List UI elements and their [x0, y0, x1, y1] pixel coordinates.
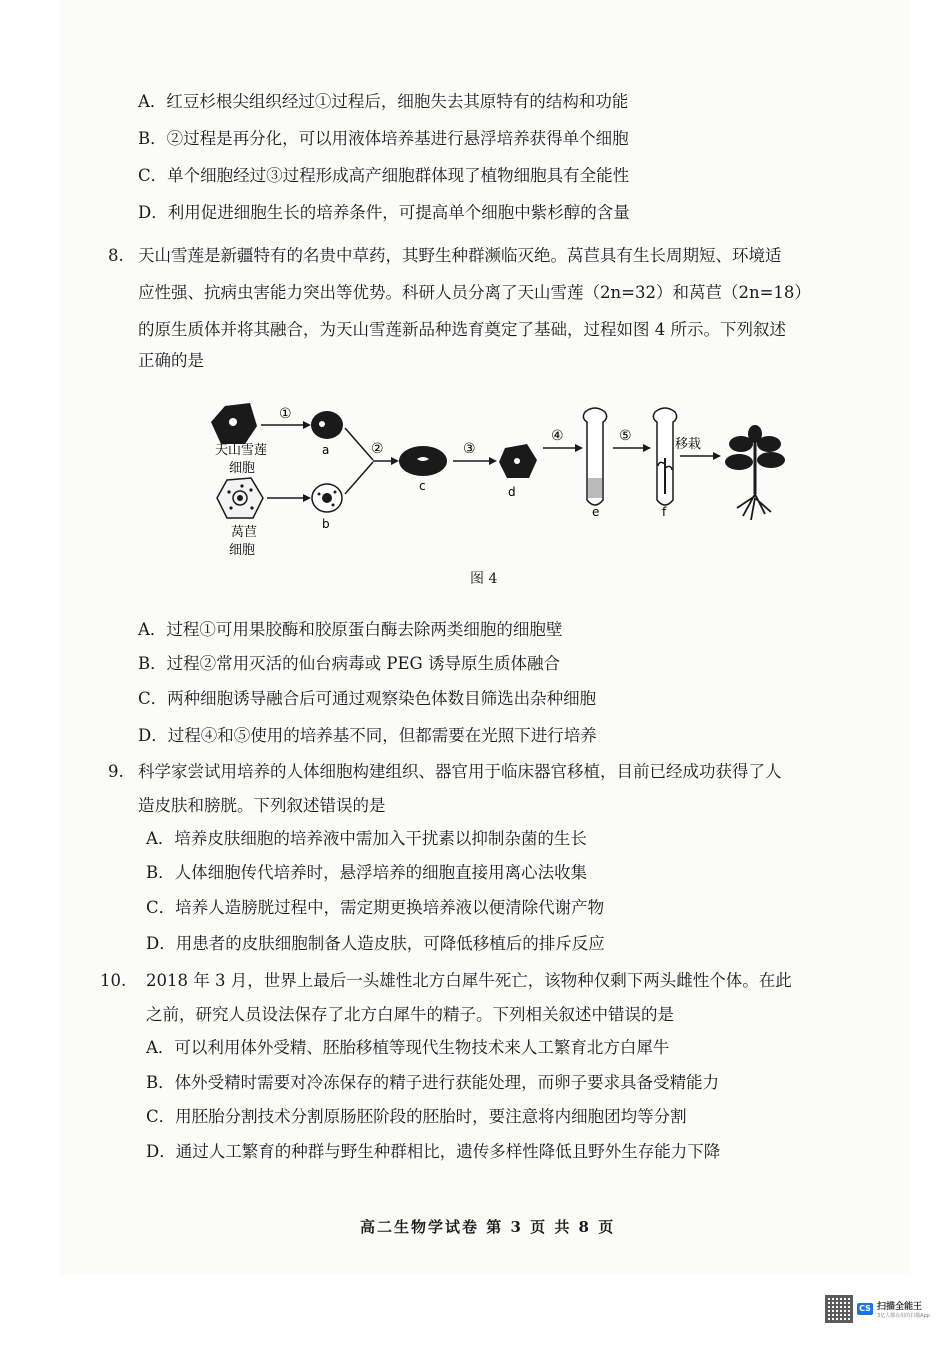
q8-stem-line-2: 应性强、抗病虫害能力突出等优势。科研人员分离了天山雪莲（2n=32）和莴苣（2n=18） [138, 283, 811, 302]
letter-e: e [592, 505, 600, 519]
letter-d: d [508, 485, 516, 499]
q10-number: 10. [100, 971, 127, 990]
q7-option-b: B．②过程是再分化，可以用液体培养基进行悬浮培养获得单个细胞 [138, 129, 629, 148]
scanner-watermark [825, 1290, 933, 1328]
page-footer: 高二生物学试卷 第 3 页 共 8 页 [360, 1218, 616, 1236]
q7-option-a: A．红豆杉根尖组织经过①过程后，细胞失去其原特有的结构和功能 [138, 92, 629, 111]
q9-option-a: A．培养皮肤细胞的培养液中需加入干扰素以抑制杂菌的生长 [146, 829, 587, 848]
q9-number: 9. [108, 762, 124, 781]
transplant-label: 移栽 [675, 437, 702, 452]
step-5-label: ⑤ [619, 428, 632, 444]
q8-option-b: B．过程②常用灭活的仙台病毒或 PEG 诱导原生质体融合 [138, 654, 560, 673]
protoplast-a [311, 411, 343, 439]
label-lettuce-2: 细胞 [229, 543, 256, 558]
q8-option-a: A．过程①可用果胶酶和胶原蛋白酶去除两类细胞的细胞壁 [138, 620, 563, 639]
label-lettuce-1: 莴苣 [231, 525, 258, 540]
regenerated-plant [725, 425, 785, 520]
snow-lotus-nucleus [229, 418, 237, 426]
q10-stem-line-1: 2018 年 3 月，世界上最后一头雄性北方白犀牛死亡，该物种仅剩下两头雌性个体。在此 [146, 971, 792, 990]
q7-option-d: D．利用促进细胞生长的培养条件，可提高单个细胞中紫杉醇的含量 [138, 203, 630, 222]
q8-number: 8. [108, 246, 124, 265]
step-4-label: ④ [551, 428, 564, 444]
q9-option-d: D．用患者的皮肤细胞制备人造皮肤，可降低移植后的排斥反应 [146, 934, 605, 953]
q9-option-c: C．培养人造膀胱过程中，需定期更换培养液以便清除代谢产物 [146, 898, 605, 917]
q10-option-a: A．可以利用体外受精、胚胎移植等现代生物技术来人工繁育北方白犀牛 [146, 1038, 670, 1057]
q10-option-d: D．通过人工繁育的种群与野生种群相比，遗传多样性降低且野外生存能力下降 [146, 1142, 721, 1161]
letter-a: a [322, 443, 330, 457]
q8-stem-line-3: 的原生质体并将其融合，为天山雪莲新品种选育奠定了基础，过程如图 4 所示。下列叙述 [138, 320, 786, 339]
watermark-title: 扫描全能王 [877, 1302, 923, 1312]
q10-option-c: C．用胚胎分割技术分割原肠胚阶段的胚胎时，要注意将内细胞团均等分割 [146, 1107, 687, 1126]
q10-stem-line-2: 之前，研究人员设法保存了北方白犀牛的精子。下列相关叙述中错误的是 [146, 1005, 674, 1024]
camscanner-logo-icon: CS [857, 1303, 873, 1315]
step-1-label: ① [279, 406, 292, 422]
label-snow-lotus-1: 天山雪莲 [215, 443, 268, 458]
q8-option-d: D．过程④和⑤使用的培养基不同，但都需要在光照下进行培养 [138, 726, 597, 745]
arrowhead-step-1 [303, 421, 311, 429]
letter-f: f [662, 505, 667, 519]
q8-stem-line-4: 正确的是 [138, 351, 204, 370]
q9-stem-line-2: 造皮肤和膀胱。下列叙述错误的是 [138, 796, 386, 815]
q8-stem-line-1: 天山雪莲是新疆特有的名贵中草药，其野生种群濒临灭绝。莴苣具有生长周期短、环境适 [138, 246, 782, 265]
q9-option-b: B．人体细胞传代培养时，悬浮培养的细胞直接用离心法收集 [146, 863, 588, 882]
q7-option-c: C．单个细胞经过③过程形成高产细胞群体现了植物细胞具有全能性 [138, 166, 630, 185]
step-2-label: ② [371, 441, 384, 457]
figure-4-diagram [195, 398, 795, 568]
figure-caption: 图 4 [470, 571, 498, 587]
q8-option-c: C．两种细胞诱导融合后可通过观察染色体数目筛选出杂种细胞 [138, 689, 597, 708]
qr-code-icon [825, 1295, 853, 1323]
label-snow-lotus-2: 细胞 [229, 461, 256, 476]
letter-c: c [419, 479, 426, 493]
q9-stem-line-1: 科学家尝试用培养的人体细胞构建组织、器官用于临床器官移植，目前已经成功获得了人 [138, 762, 782, 781]
watermark-subtitle: 3亿人都在用的扫描App [877, 1313, 930, 1319]
q10-option-b: B．体外受精时需要对冷冻保存的精子进行获能处理，而卵子要求具备受精能力 [146, 1073, 720, 1092]
letter-b: b [322, 517, 330, 531]
step-3-label: ③ [463, 441, 476, 457]
